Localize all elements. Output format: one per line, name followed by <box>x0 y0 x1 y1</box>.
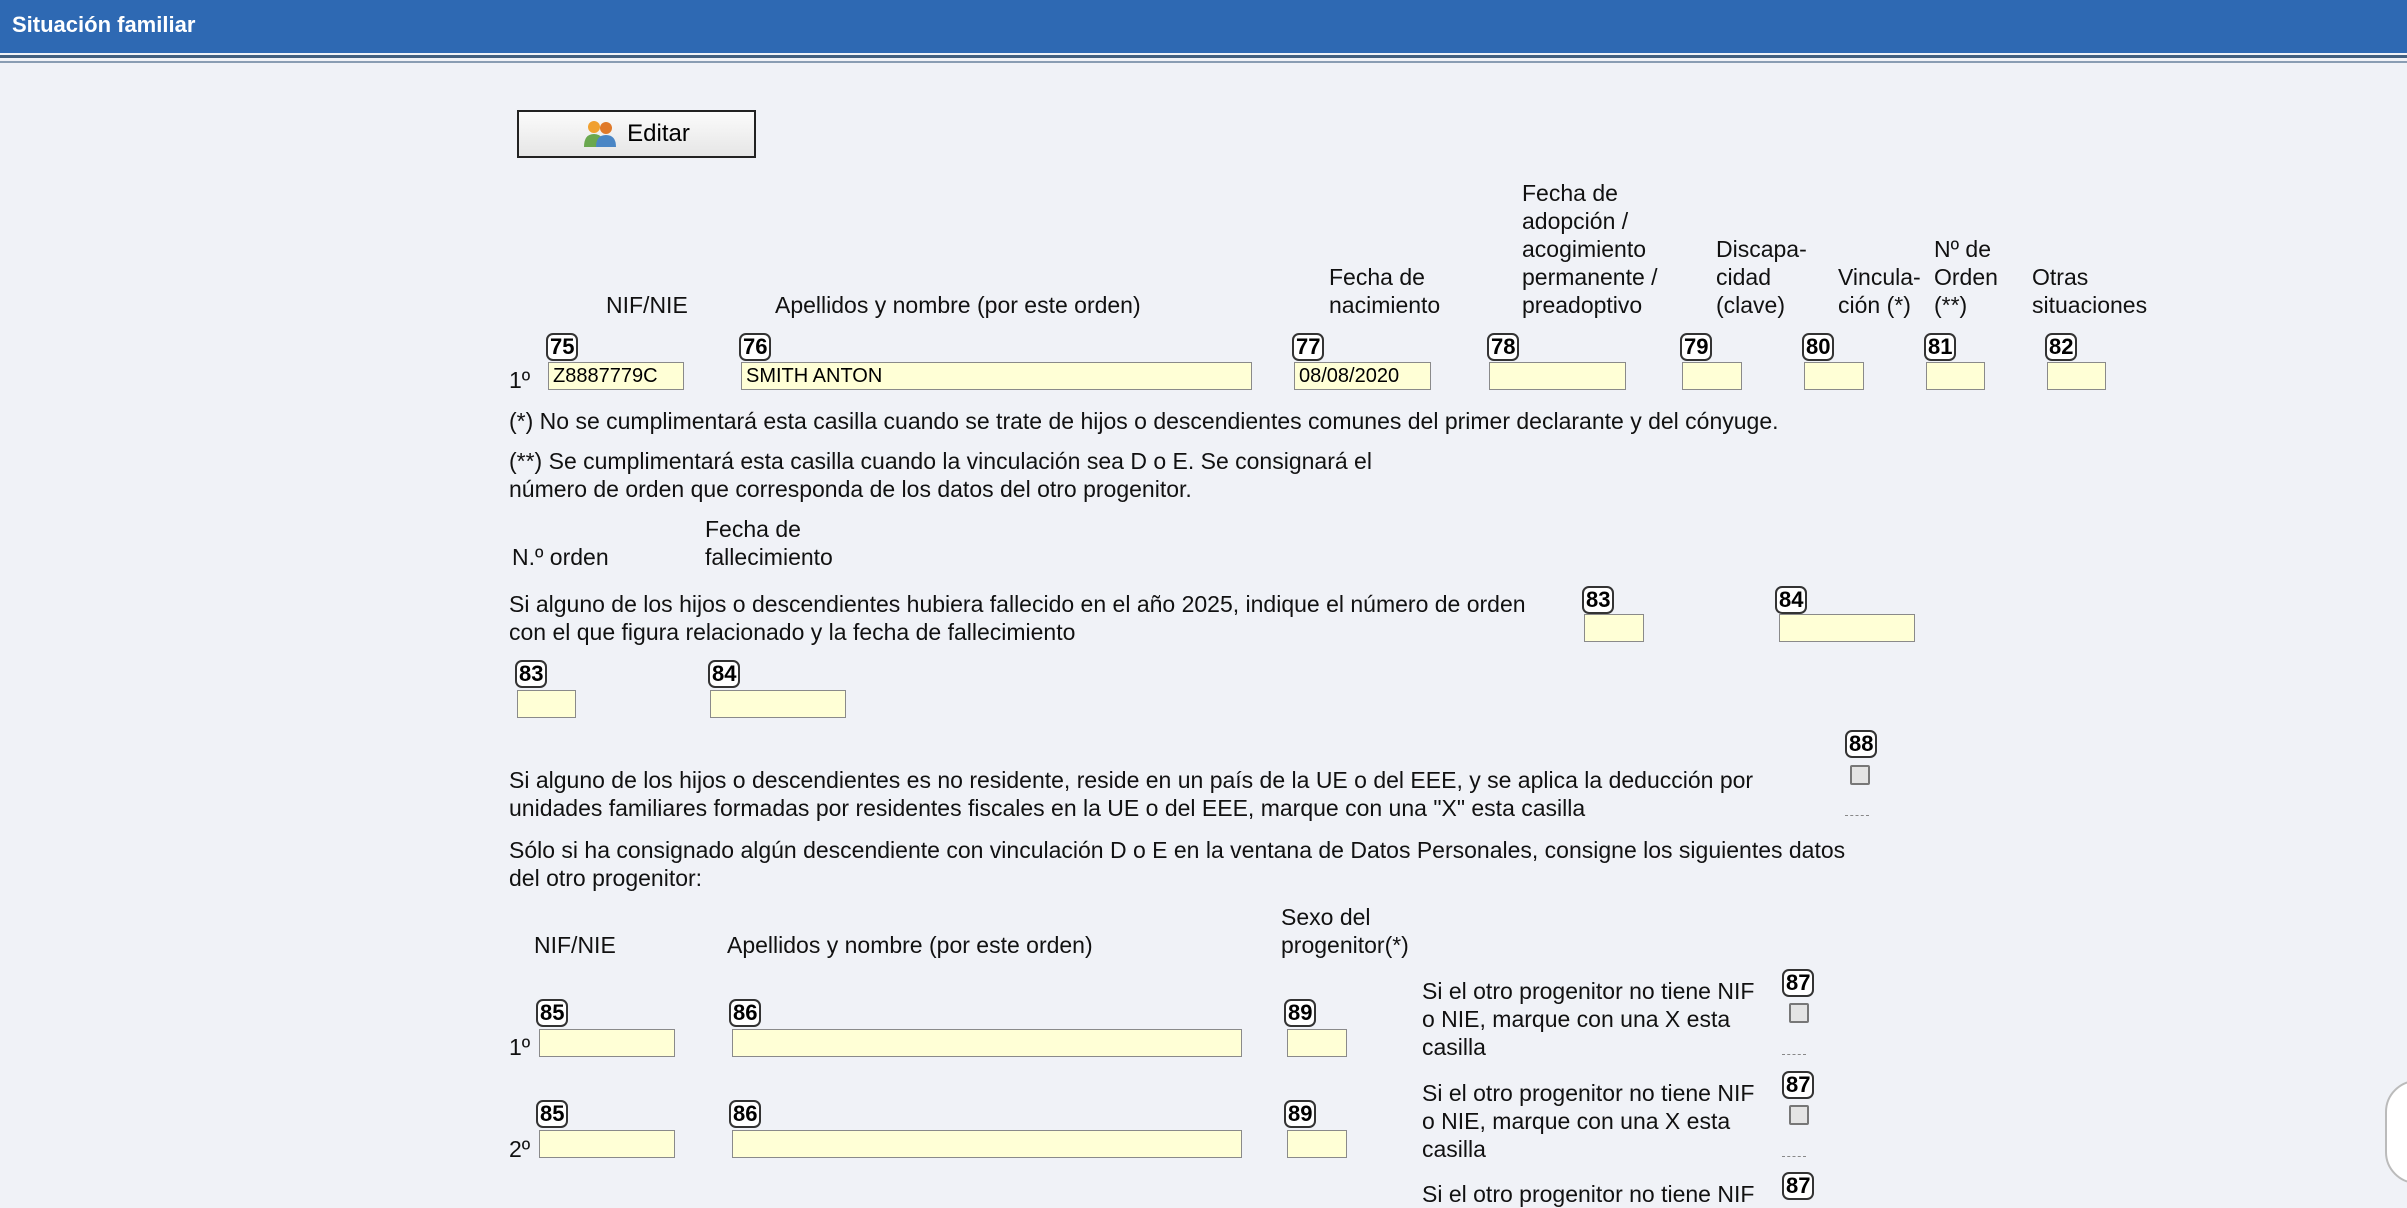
child-link-field[interactable] <box>1804 362 1864 390</box>
box-number-89: 89 <box>1284 999 1316 1027</box>
note-link: (*) No se cumplimentará esta casilla cuando se trate de hijos o descendientes comunes del primer declarante y del cónyuge. <box>509 408 1779 434</box>
parent-nif-field[interactable] <box>539 1029 675 1057</box>
header-divider-secondary <box>0 61 2407 63</box>
no-nif-instructions: Si el otro progenitor no tiene NIF o NIE, marque con una X esta casilla <box>1422 978 1755 1060</box>
box-number-84: 84 <box>708 660 740 688</box>
parent-nif-field[interactable] <box>539 1130 675 1158</box>
edit-button-label: Editar <box>627 120 690 147</box>
child-other-situations-field[interactable] <box>2047 362 2106 390</box>
box-number-77: 77 <box>1292 333 1324 361</box>
no-nif-instructions-partial: Si el otro progenitor no tiene NIF <box>1422 1181 1755 1207</box>
box-number-89: 89 <box>1284 1100 1316 1128</box>
box-number-84: 84 <box>1775 586 1807 614</box>
header-order: Nº de Orden (**) <box>1934 236 1998 318</box>
title-bar <box>0 0 2407 53</box>
box-number-75: 75 <box>546 333 578 361</box>
box-number-78: 78 <box>1487 333 1519 361</box>
parent-sex-field[interactable] <box>1287 1029 1347 1057</box>
box-number-81: 81 <box>1924 333 1956 361</box>
box-number-88: 88 <box>1845 730 1877 758</box>
header-name: Apellidos y nombre (por este orden) <box>775 292 1141 318</box>
parent-header-nif: NIF/NIE <box>534 932 616 958</box>
parent-header-sex: Sexo del progenitor(*) <box>1281 904 1409 958</box>
header-birth-date: Fecha de nacimiento <box>1329 264 1441 318</box>
header-disability: Discapa- cidad (clave) <box>1716 236 1807 318</box>
child-order-field[interactable] <box>1926 362 1985 390</box>
deceased-order-field-right[interactable] <box>1584 614 1644 642</box>
box-number-87: 87 <box>1782 1172 1814 1200</box>
box-number-85: 85 <box>536 1100 568 1128</box>
parent-row-ordinal: 2º <box>509 1136 531 1162</box>
deceased-order-field[interactable] <box>517 690 576 718</box>
eu-resident-instructions: Si alguno de los hijos o descendientes es no residente, reside en un país de la UE o del EEE, y se aplica la deducción por unidades familiares formadas por residentes fiscales en la UE o del EEE, marque con una "X" esta casilla <box>509 767 1754 821</box>
window-title: Situación familiar <box>12 12 196 37</box>
checkbox-underline <box>1845 815 1869 817</box>
header-other-situations: Otras situaciones <box>2032 264 2148 318</box>
box-number-87: 87 <box>1782 969 1814 997</box>
eu-resident-checkbox[interactable] <box>1850 765 1870 785</box>
child-birth-date-field[interactable]: 08/08/2020 <box>1294 362 1431 390</box>
child-name-field[interactable]: SMITH ANTON <box>741 362 1252 390</box>
box-number-76: 76 <box>739 333 771 361</box>
other-parent-intro: Sólo si ha consignado algún descendiente con vinculación D o E en la ventana de Datos Personales, consigne los siguientes datos del otro progenitor: <box>509 837 1846 891</box>
parent-header-name: Apellidos y nombre (por este orden) <box>727 932 1093 958</box>
scroll-to-top-button[interactable] <box>2385 1080 2407 1184</box>
box-number-79: 79 <box>1680 333 1712 361</box>
box-number-85: 85 <box>536 999 568 1027</box>
header-divider <box>0 55 2407 58</box>
deceased-header-order: N.º orden <box>512 544 609 570</box>
box-number-82: 82 <box>2045 333 2077 361</box>
checkbox-underline <box>1782 1156 1806 1158</box>
parent-row-ordinal: 1º <box>509 1034 531 1060</box>
child-disability-field[interactable] <box>1682 362 1742 390</box>
users-icon <box>583 119 617 149</box>
header-adoption-date: Fecha de adopción / acogimiento permanente / preadoptivo <box>1522 180 1658 318</box>
parent-sex-field[interactable] <box>1287 1130 1347 1158</box>
deceased-date-field[interactable] <box>710 690 846 718</box>
header-link: Vincula- ción (*) <box>1838 264 1921 318</box>
child-nif-field[interactable]: Z8887779C <box>548 362 684 390</box>
no-nif-checkbox[interactable] <box>1789 1105 1809 1125</box>
no-nif-checkbox[interactable] <box>1789 1003 1809 1023</box>
box-number-83: 83 <box>1582 586 1614 614</box>
box-number-80: 80 <box>1802 333 1834 361</box>
child-adoption-date-field[interactable] <box>1489 362 1626 390</box>
header-nif: NIF/NIE <box>606 292 688 318</box>
box-number-87: 87 <box>1782 1071 1814 1099</box>
parent-name-field[interactable] <box>732 1029 1242 1057</box>
no-nif-instructions: Si el otro progenitor no tiene NIF o NIE, marque con una X esta casilla <box>1422 1080 1755 1162</box>
deceased-instructions: Si alguno de los hijos o descendientes hubiera fallecido en el año 2025, indique el número de orden con el que figura relacionado y la fecha de fallecimiento <box>509 591 1526 645</box>
deceased-header-date: Fecha de fallecimiento <box>705 516 833 570</box>
row-ordinal: 1º <box>509 367 531 393</box>
box-number-86: 86 <box>729 999 761 1027</box>
deceased-date-field-right[interactable] <box>1779 614 1915 642</box>
note-order: (**) Se cumplimentará esta casilla cuando la vinculación sea D o E. Se consignará el número de orden que corresponda de los datos del otro progenitor. <box>509 448 1372 502</box>
parent-name-field[interactable] <box>732 1130 1242 1158</box>
edit-button[interactable] <box>517 110 756 158</box>
box-number-83: 83 <box>515 660 547 688</box>
box-number-86: 86 <box>729 1100 761 1128</box>
checkbox-underline <box>1782 1054 1806 1056</box>
